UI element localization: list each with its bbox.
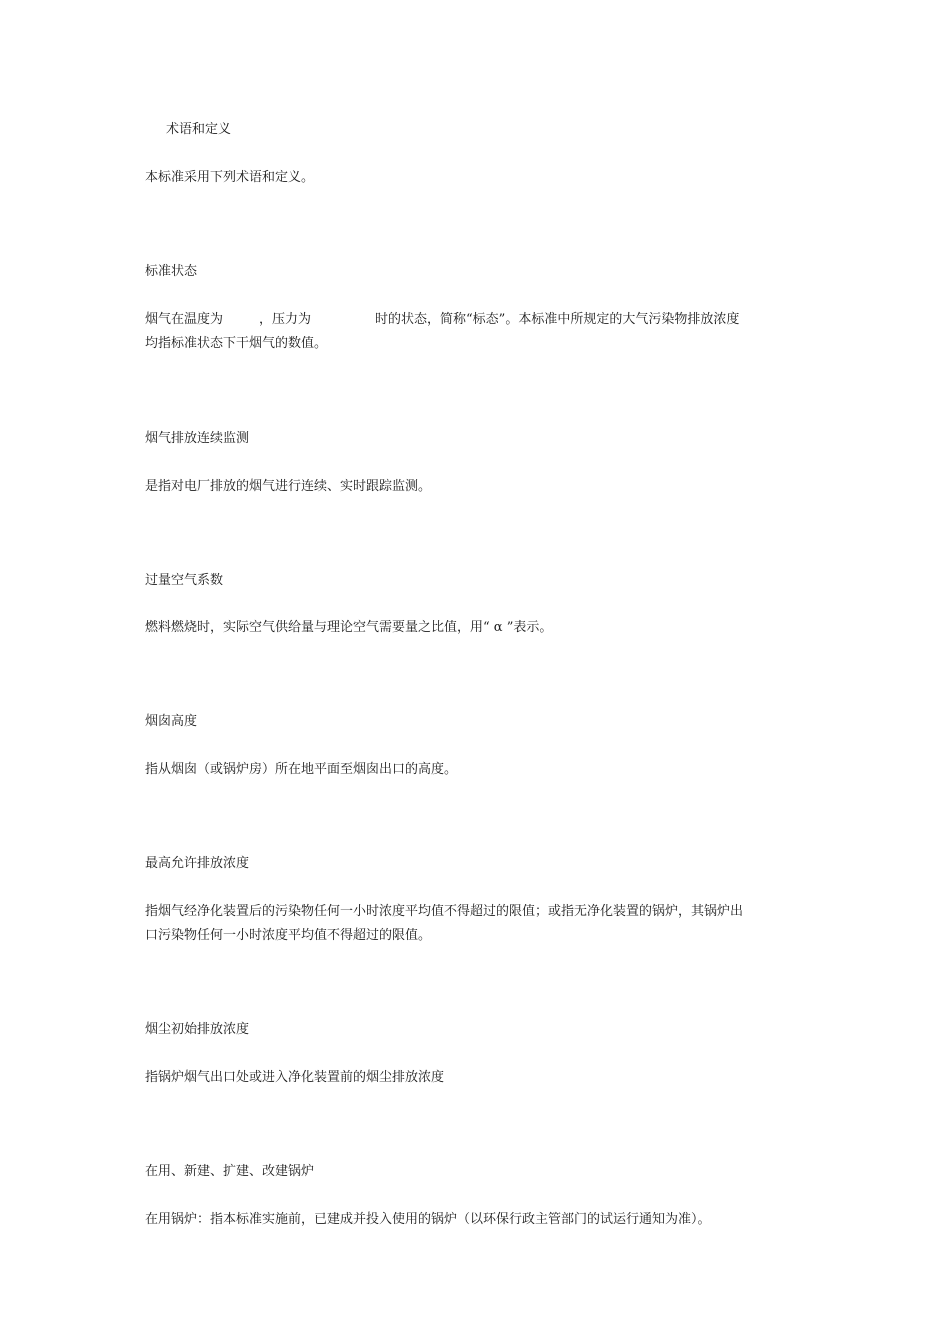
term-body-initial-dust: 指锅炉烟气出口处或进入净化装置前的烟尘排放浓度 xyxy=(145,1070,445,1085)
term-title-boiler-types: 在用、新建、扩建、改建锅炉 xyxy=(145,1164,315,1179)
term-body-standard-state-line2: 均指标准状态下干烟气的数值。 xyxy=(145,336,328,351)
term-title-standard-state: 标准状态 xyxy=(145,264,198,279)
term-body-boiler-types: 在用锅炉：指本标准实施前，已建成并投入使用的锅炉（以环保行政主管部门的试运行通知为准）。 xyxy=(145,1212,711,1227)
term-body-max-concentration-line1: 指烟气经净化装置后的污染物任何一小时浓度平均值不得超过的限值；或指无净化装置的锅炉，其锅炉出 xyxy=(145,904,744,919)
term-title-initial-dust: 烟尘初始排放浓度 xyxy=(145,1022,250,1037)
term-body-part: ，压力为 xyxy=(259,312,312,327)
term-title-excess-air: 过量空气系数 xyxy=(145,573,224,588)
term-title-max-concentration: 最高允许排放浓度 xyxy=(145,856,250,871)
section-intro: 本标准采用下列术语和定义。 xyxy=(145,170,315,185)
term-title-chimney-height: 烟囱高度 xyxy=(145,714,198,729)
section-heading: 术语和定义 xyxy=(166,122,232,137)
term-body-standard-state-line1 xyxy=(145,309,739,331)
term-body-part: 时的状态，简称“标态”。本标准中所规定的大气污染物排放浓度 xyxy=(375,312,740,327)
term-body-part: 烟气在温度为 xyxy=(145,312,224,327)
term-title-cems: 烟气排放连续监测 xyxy=(145,431,250,446)
term-body-cems: 是指对电厂排放的烟气进行连续、实时跟踪监测。 xyxy=(145,479,432,494)
term-body-max-concentration-line2: 口污染物任何一小时浓度平均值不得超过的限值。 xyxy=(145,928,432,943)
term-body-excess-air: 燃料燃烧时，实际空气供给量与理论空气需要量之比值，用“ α ”表示。 xyxy=(145,620,553,635)
term-body-chimney-height: 指从烟囱（或锅炉房）所在地平面至烟囱出口的高度。 xyxy=(145,762,458,777)
